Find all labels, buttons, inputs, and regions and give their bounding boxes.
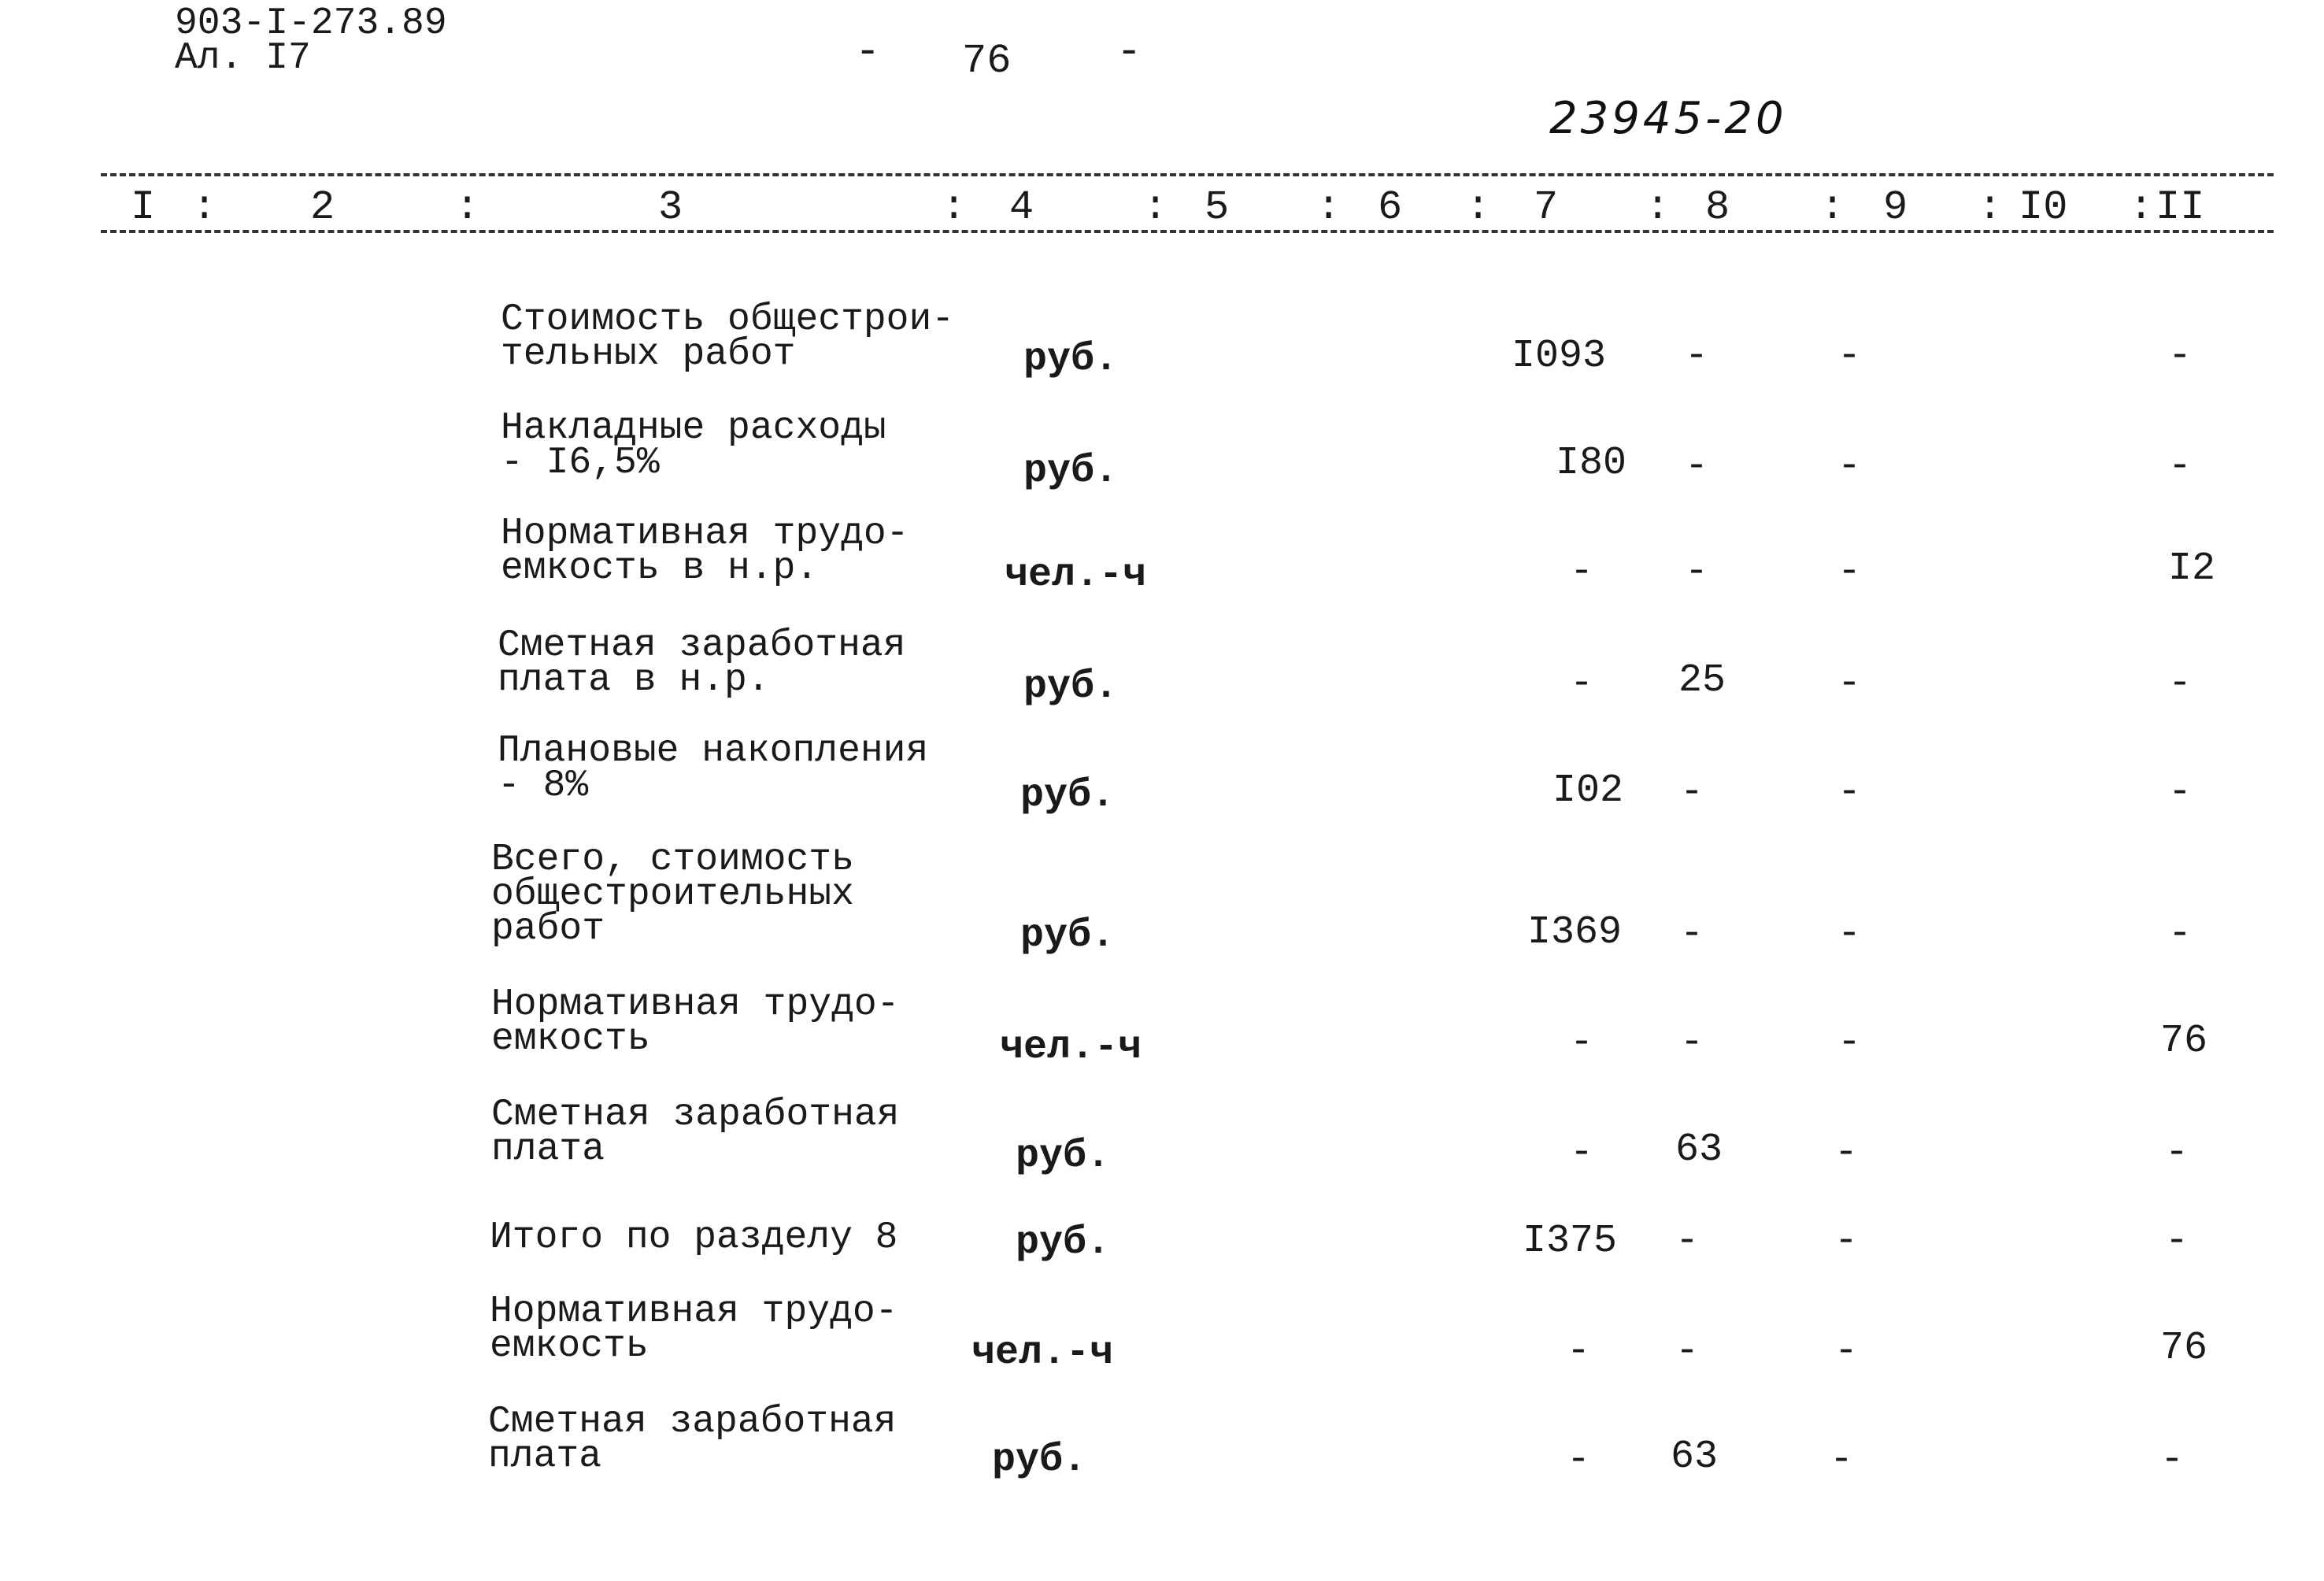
cell-col8: 63 bbox=[1675, 1127, 1723, 1172]
row-label: Нормативная трудо- емкость bbox=[490, 1290, 898, 1368]
cell-col8: 63 bbox=[1671, 1435, 1719, 1479]
row-label: Сметная заработная плата bbox=[488, 1401, 897, 1478]
row-label: Нормативная трудо- емкость в н.р. bbox=[501, 513, 909, 590]
cell-col11: - bbox=[2168, 334, 2193, 379]
row-label: Итого по разделу 8 bbox=[490, 1216, 898, 1259]
page-dash-right: - bbox=[1116, 28, 1142, 76]
cell-col11: - bbox=[2168, 444, 2193, 489]
cell-col7: - bbox=[1567, 1329, 1591, 1374]
cell-col8: - bbox=[1685, 444, 1709, 489]
cell-col8: - bbox=[1675, 1329, 1700, 1374]
cell-col9: - bbox=[1834, 1131, 1859, 1176]
cell-col8: - bbox=[1680, 912, 1704, 957]
row-label: Накладные расходы - I6,5% bbox=[501, 407, 886, 484]
column-header-10: I0 bbox=[2019, 184, 2068, 231]
cell-col8: - bbox=[1680, 1020, 1704, 1065]
column-separator: : bbox=[455, 184, 480, 231]
cell-col9: - bbox=[1830, 1438, 1854, 1483]
row-unit: чел.-ч bbox=[1000, 1025, 1142, 1070]
cell-col11: - bbox=[2168, 912, 2193, 957]
cell-col9: - bbox=[1837, 550, 1862, 594]
row-unit: руб. bbox=[1023, 449, 1119, 494]
page-dash-left: - bbox=[855, 28, 881, 76]
row-unit: руб. bbox=[1020, 773, 1116, 818]
column-header-9: 9 bbox=[1883, 184, 1908, 231]
document-code: 903-I-273.89 bbox=[175, 2, 447, 45]
cell-col8: - bbox=[1675, 1219, 1700, 1264]
row-label: Всего, стоимость общестроительных работ bbox=[491, 839, 854, 950]
cell-col9: - bbox=[1834, 1329, 1859, 1374]
column-header-11: II bbox=[2156, 184, 2205, 231]
row-unit: руб. bbox=[992, 1438, 1087, 1483]
cell-col7: I375 bbox=[1523, 1219, 1618, 1264]
row-unit: чел.-ч bbox=[971, 1331, 1114, 1376]
cell-col9: - bbox=[1837, 334, 1862, 379]
cell-col7: - bbox=[1570, 1020, 1594, 1065]
column-header-2: 2 bbox=[310, 184, 335, 231]
cell-col8: 25 bbox=[1678, 658, 1726, 703]
cell-col9: - bbox=[1837, 770, 1862, 815]
column-header-5: 5 bbox=[1205, 184, 1230, 231]
cell-col9: - bbox=[1837, 1020, 1862, 1065]
cell-col9: - bbox=[1834, 1219, 1859, 1264]
cell-col8: - bbox=[1685, 550, 1709, 594]
cell-col11: - bbox=[2168, 770, 2193, 815]
row-unit: руб. bbox=[1016, 1134, 1111, 1179]
row-unit: руб. bbox=[1023, 665, 1119, 709]
row-unit: руб. bbox=[1020, 913, 1116, 958]
column-separator: : bbox=[1645, 184, 1671, 231]
cell-col11: I2 bbox=[2168, 546, 2216, 591]
column-separator: : bbox=[1466, 184, 1491, 231]
row-label: Стоимость общестрои- тельных работ bbox=[501, 298, 955, 376]
cell-col7: - bbox=[1570, 550, 1594, 594]
cell-col11: 76 bbox=[2160, 1326, 2208, 1371]
cell-col9: - bbox=[1837, 444, 1862, 489]
sheet-number: Ал. I7 bbox=[175, 37, 311, 80]
row-label: Сметная заработная плата bbox=[491, 1094, 900, 1171]
page-number: 76 bbox=[962, 38, 1012, 84]
cell-col7: I093 bbox=[1512, 334, 1607, 379]
column-header-8: 8 bbox=[1705, 184, 1730, 231]
row-label: Сметная заработная плата в н.р. bbox=[498, 624, 906, 702]
cell-col8: - bbox=[1680, 770, 1704, 815]
cell-col7: I02 bbox=[1552, 768, 1624, 813]
column-separator: : bbox=[2129, 184, 2154, 231]
cell-col7: - bbox=[1567, 1438, 1591, 1483]
column-header-6: 6 bbox=[1378, 184, 1403, 231]
column-header-3: 3 bbox=[658, 184, 683, 231]
row-label: Плановые накопления - 8% bbox=[498, 730, 929, 807]
column-separator: : bbox=[1820, 184, 1845, 231]
column-separator: : bbox=[192, 184, 217, 231]
column-header-4: 4 bbox=[1009, 184, 1034, 231]
cell-col7: - bbox=[1570, 661, 1594, 706]
row-unit: руб. bbox=[1016, 1220, 1111, 1265]
header-rule-top bbox=[101, 173, 2274, 176]
row-label: Нормативная трудо- емкость bbox=[491, 983, 900, 1061]
cell-col11: 76 bbox=[2160, 1019, 2208, 1064]
archive-stamp: 23945-20 bbox=[1549, 93, 1787, 144]
cell-col9: - bbox=[1837, 661, 1862, 706]
cell-col11: - bbox=[2165, 1219, 2189, 1264]
cell-col8: - bbox=[1685, 334, 1709, 379]
cell-col11: - bbox=[2160, 1438, 2185, 1483]
cell-col7: - bbox=[1570, 1131, 1594, 1176]
cell-col7: I369 bbox=[1527, 910, 1623, 955]
column-header-1: I bbox=[131, 184, 156, 231]
cell-col7: I80 bbox=[1556, 441, 1627, 486]
row-unit: руб. bbox=[1023, 337, 1119, 382]
column-separator: : bbox=[1978, 184, 2003, 231]
column-separator: : bbox=[1143, 184, 1168, 231]
row-unit: чел.-ч bbox=[1005, 553, 1147, 598]
cell-col11: - bbox=[2168, 661, 2193, 706]
header-rule-bottom bbox=[101, 230, 2274, 233]
column-separator: : bbox=[942, 184, 967, 231]
cell-col11: - bbox=[2165, 1131, 2189, 1176]
column-header-7: 7 bbox=[1534, 184, 1559, 231]
column-separator: : bbox=[1316, 184, 1341, 231]
cell-col9: - bbox=[1837, 912, 1862, 957]
